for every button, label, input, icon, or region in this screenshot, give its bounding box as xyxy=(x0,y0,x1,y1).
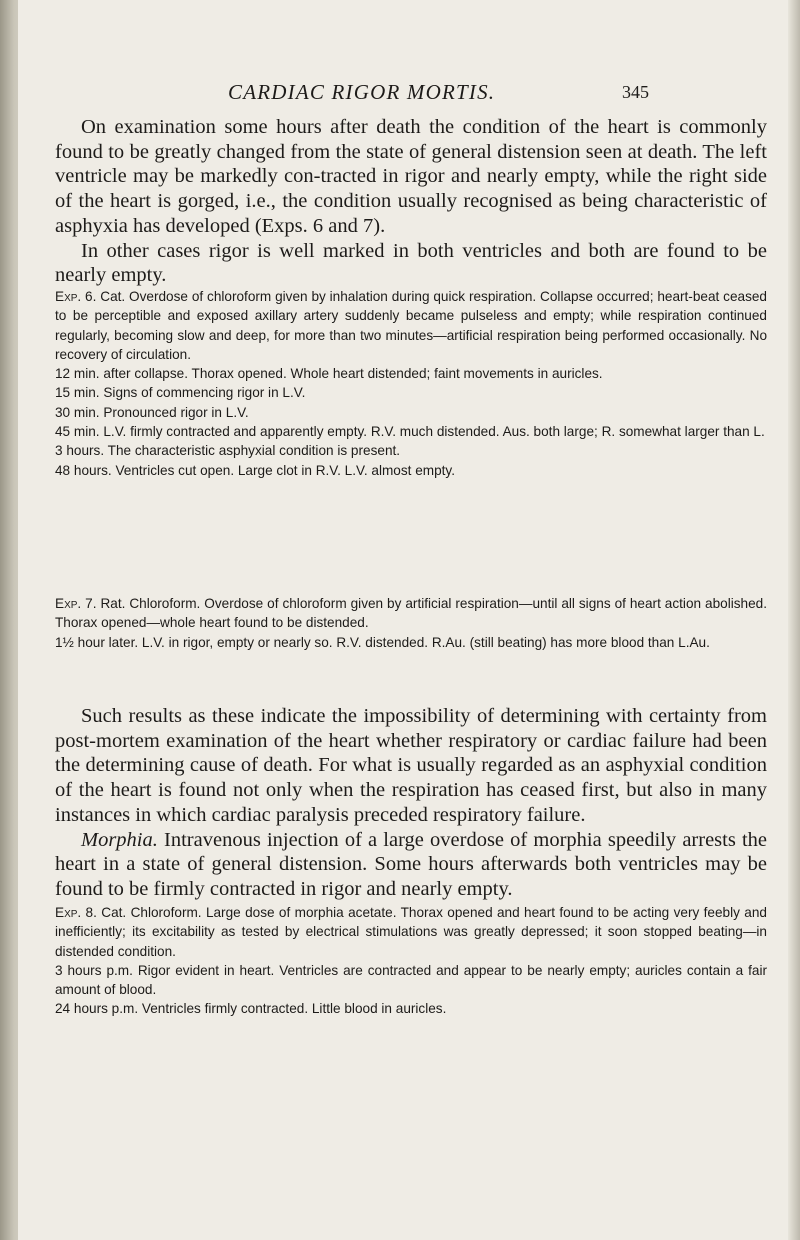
page-edge xyxy=(788,0,800,1240)
body-text-2 xyxy=(55,704,767,902)
running-title: CARDIAC RIGOR MORTIS. xyxy=(228,80,496,104)
experiment-6-entry: 12 min. after collapse. Thorax opened. Whole heart distended; faint movements in auricles. xyxy=(55,366,603,382)
paragraph-results: Such results as these indicate the impossibility of determining with certainty from post-mortem examination of the heart whether respiratory or cardiac failure had been the determining cause of death. For what is usually regarded as an asphyxial condition of the heart is found not only when the respiration has ceased first, but also in many instances in which cardiac paralysis preceded respiratory failure. xyxy=(55,705,767,826)
experiment-6-text: Cat. Overdose of chloroform given by inhalation during quick respiration. Collapse occurred; heart-beat ceased to be perceptible and exposed axillary artery suddenly became pulseless and empty; while respiration continued regularly, becoming slow and deep, for more than two minutes—artificial respiration being performed occasionally. No recovery of circulation. xyxy=(55,289,767,362)
paragraph-asphyxia: On examination some hours after death the condition of the heart is commonly found to be greatly changed from the state of general distension seen at death. The left ventricle may be markedly con-tracted in rigor and nearly empty, while the right side of the heart is gorged, i.e., the condition usually recognised as being characteristic of asphyxia has developed (Exps. 6 and 7). xyxy=(55,116,767,237)
experiment-6-entry: 15 min. Signs of commencing rigor in L.V. xyxy=(55,385,306,401)
body-text xyxy=(55,115,767,288)
experiment-7-text: Rat. Chloroform. Overdose of chloroform given by artificial respiration—until all signs of heart action abolished. Thorax opened—whole heart found to be distended. xyxy=(55,596,767,631)
experiment-6-entry: 30 min. Pronounced rigor in L.V. xyxy=(55,404,249,420)
experiment-7 xyxy=(55,594,767,652)
experiment-6-entry: 48 hours. Ventricles cut open. Large clot in R.V. L.V. almost empty. xyxy=(55,462,455,478)
experiment-8-entry: 3 hours p.m. Rigor evident in heart. Ventricles are contracted and appear to be nearly empty; auricles contain a fair amount of blood. xyxy=(55,962,767,998)
experiment-8-entry: 24 hours p.m. Ventricles firmly contracted. Little blood in auricles. xyxy=(55,1001,447,1017)
page-number: 345 xyxy=(622,82,649,102)
running-header xyxy=(0,80,800,110)
experiment-6 xyxy=(55,287,767,480)
experiment-8-description xyxy=(55,903,767,961)
experiment-8-label: Exp. 8. xyxy=(55,905,97,920)
experiment-6-entry: 45 min. L.V. firmly contracted and apparently empty. R.V. much distended. Aus. both large; R. somewhat larger than L. xyxy=(55,424,765,440)
experiment-7-label: Exp. 7. xyxy=(55,596,97,611)
experiment-6-entry: 3 hours. The characteristic asphyxial condition is present. xyxy=(55,443,401,459)
experiment-6-label: Exp. 6. xyxy=(55,289,97,304)
experiment-7-description xyxy=(55,594,767,633)
experiment-7-entry: 1½ hour later. L.V. in rigor, empty or nearly so. R.V. distended. R.Au. (still beating) has more blood than L.Au. xyxy=(55,634,710,650)
experiment-8-text: Cat. Chloroform. Large dose of morphia acetate. Thorax opened and heart found to be acting very feebly and inefficiently; its excitability as tested by electrical stimulations was greatly depressed; it soon stopped beating—in distended condition. xyxy=(55,905,767,959)
experiment-6-description xyxy=(55,287,767,364)
paragraph-rigor-both: In other cases rigor is well marked in both ventricles and both are found to be nearly empty. xyxy=(55,239,767,287)
morphia-heading: Morphia. xyxy=(81,828,158,851)
experiment-8 xyxy=(55,903,767,1019)
morphia-text: Intravenous injection of a large overdose of morphia speedily arrests the heart in a state of general distension. Some hours afterwards both ventricles may be found to be firmly contracted in rigor and nearly empty. xyxy=(55,828,768,900)
paragraph-morphia xyxy=(55,828,767,902)
